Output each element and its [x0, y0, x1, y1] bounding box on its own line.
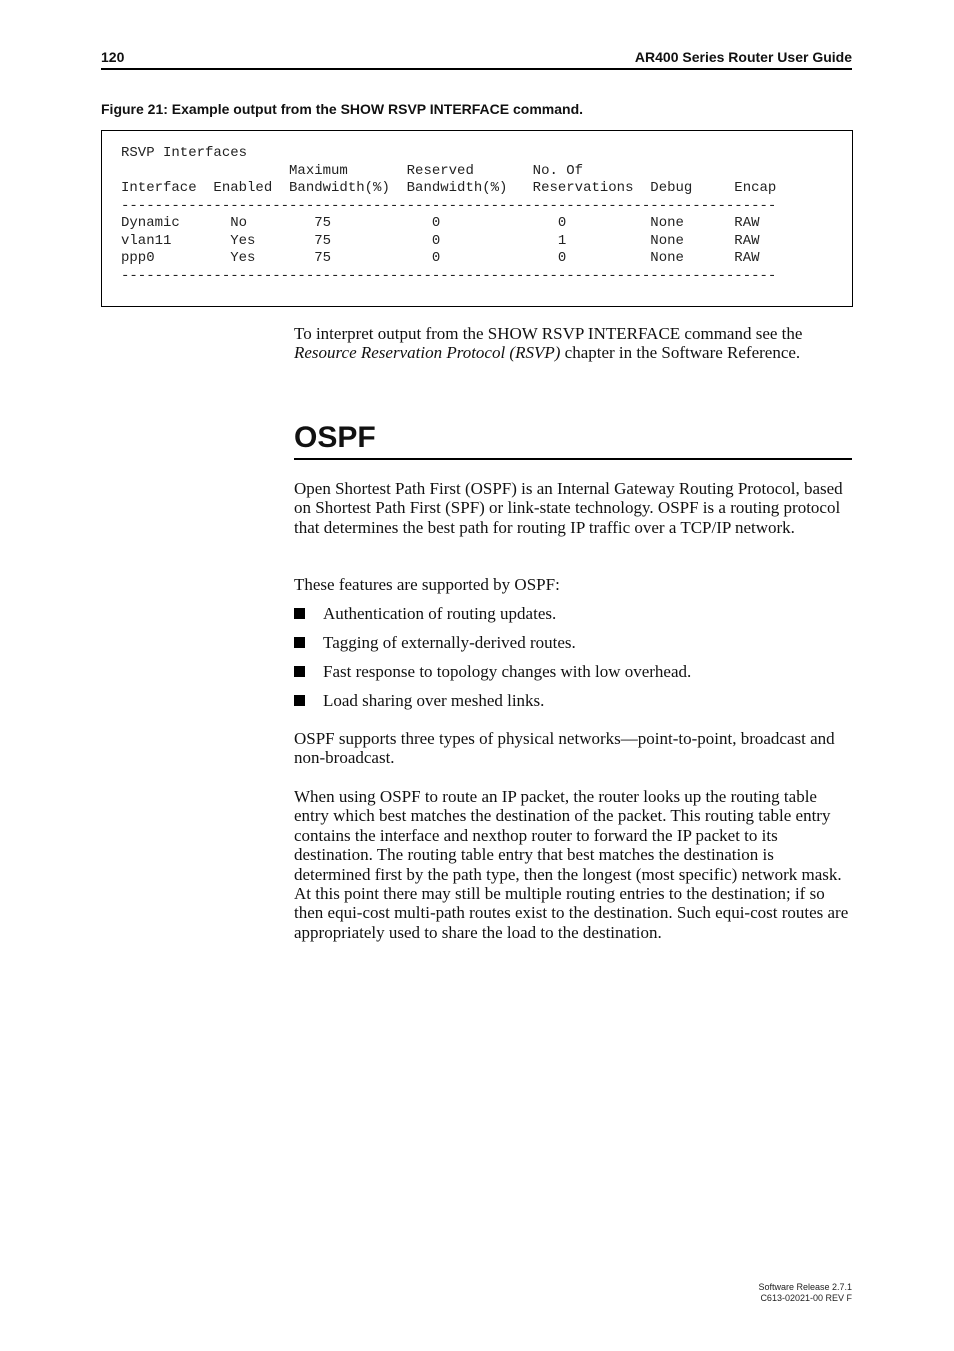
list-item: [294, 691, 854, 720]
square-bullet-icon: [294, 695, 305, 706]
software-release: Software Release 2.7.1: [758, 1282, 852, 1292]
guide-title: AR400 Series Router User Guide: [634, 49, 852, 65]
list-item-text: Tagging of externally-derived routes.: [323, 633, 576, 652]
features-intro-paragraph: These features are supported by OSPF:: [294, 575, 560, 594]
feature-list: [294, 604, 854, 720]
interpret-text-after: chapter in the Software Reference.: [560, 343, 801, 363]
square-bullet-icon: [294, 666, 305, 677]
network-types-paragraph: OSPF supports three types of physical networks—point-to-point, broadcast and non-broadcast.: [294, 729, 835, 768]
ospf-intro-paragraph: Open Shortest Path First (OSPF) is an Internal Gateway Routing Protocol, based on Shortest Path First (SPF) or link-state technology. OSPF is a routing protocol that determines the best path for routing IP traffic over a TCP/IP network.: [294, 479, 843, 537]
figure-caption: Figure 21: Example output from the SHOW RSVP INTERFACE command.: [101, 101, 584, 117]
command-output: RSVP Interfaces Maximum Reserved No. Of Interface Enabled Bandwidth(%) Bandwidth(%) Reservations Debug Encap ------------------------------------------------------------------------------ Dynamic No 75 0 0 None RAW vlan11 Yes 75 0 1 None RAW ppp0 Yes 75 0 0 None RAW ------------------------------------------------------------------------------: [121, 145, 777, 284]
document-id: C613-02021-00 REV F: [760, 1293, 852, 1303]
list-item-text: Load sharing over meshed links.: [323, 691, 545, 710]
list-item: [294, 604, 854, 633]
list-item: [294, 633, 854, 662]
section-heading-ospf: OSPF: [294, 418, 852, 460]
list-item-text: Fast response to topology changes with low overhead.: [323, 662, 692, 681]
rsvp-chapter-reference: Resource Reservation Protocol (RSVP): [294, 343, 561, 363]
page-header: [101, 47, 852, 70]
page-footer: [758, 1282, 852, 1304]
square-bullet-icon: [294, 608, 305, 619]
page-number: 120: [101, 49, 125, 65]
list-item: [294, 662, 854, 691]
list-item-text: Authentication of routing updates.: [323, 604, 557, 623]
interpret-paragraph: [294, 324, 854, 363]
code-output-box: [101, 130, 853, 307]
square-bullet-icon: [294, 637, 305, 648]
interpret-text-before: To interpret output from the SHOW RSVP INTERFACE command see the: [294, 324, 803, 343]
routing-paragraph: When using OSPF to route an IP packet, the router looks up the routing table entry which best matches the destination of the packet. This routing table entry contains the interface and nexthop router to forward the IP packet to its destination. The routing table entry that best matches the destination is determined first by the path type, then the longest (most specific) network mask. At this point there may still be multiple routing entries to the destination; if so then equi-cost multi-path routes exist to the destination. Such equi-cost routes are appropriately used to share the load to the destination.: [294, 787, 849, 942]
